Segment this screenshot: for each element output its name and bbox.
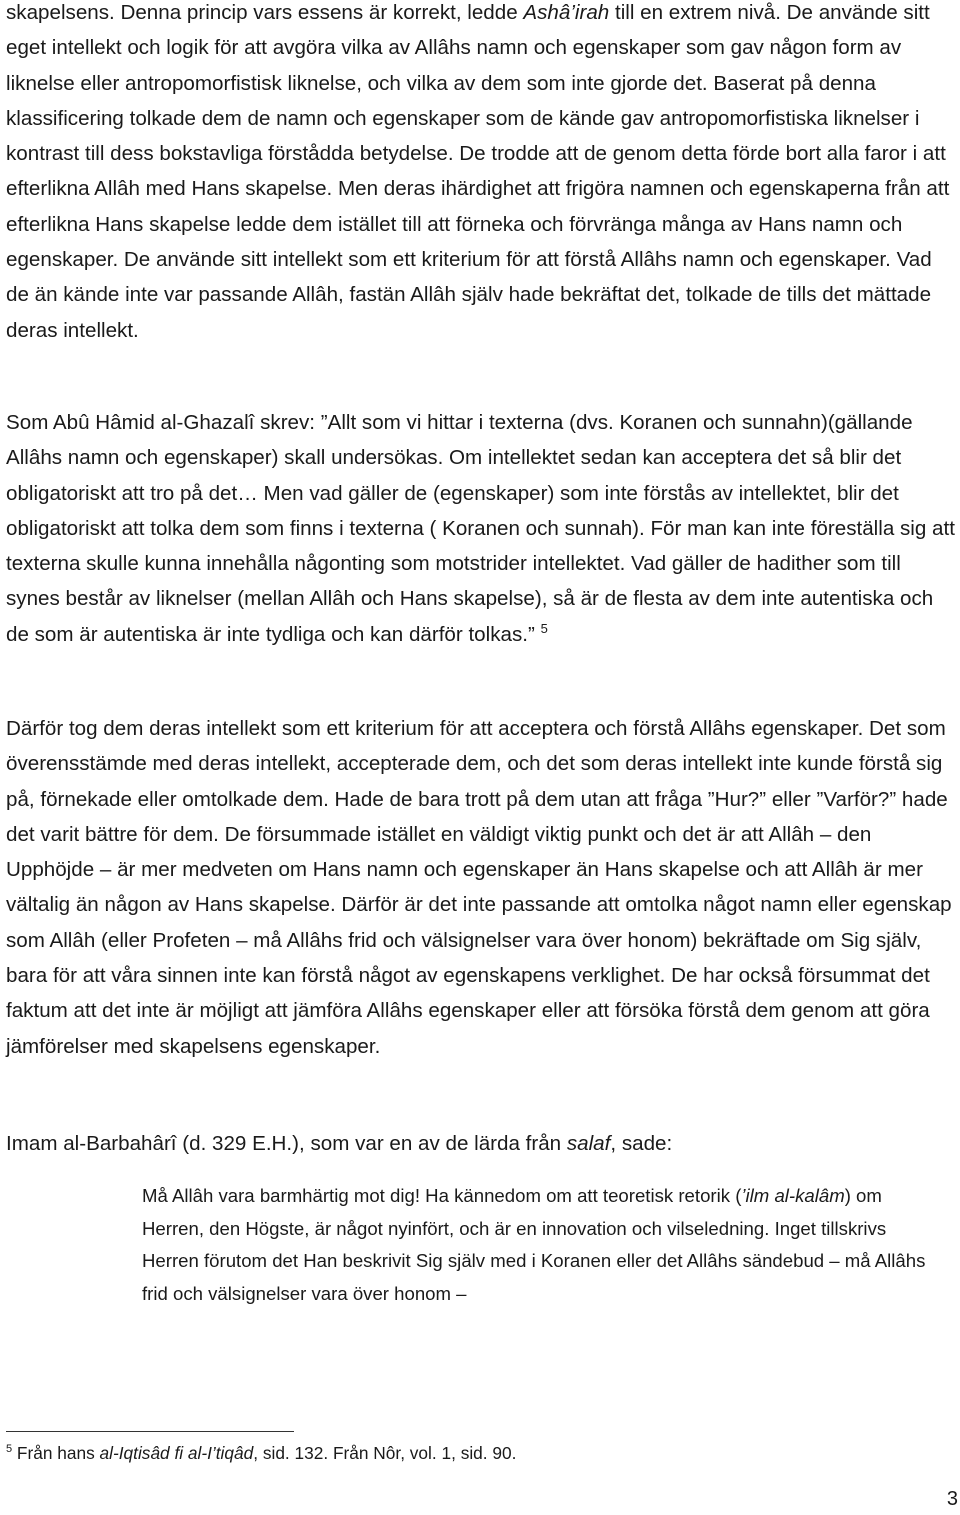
footnote-reference[interactable]: 5 — [540, 620, 548, 636]
paragraph-text: Imam al-Barbahârî (d. 329 E.H.), som var en av de lärda från — [6, 1132, 567, 1155]
italic-term: salaf — [566, 1132, 611, 1155]
page-number: 3 — [946, 1488, 958, 1510]
paragraph-text: till en extrem nivå. De använde sitt eget intellekt och logik för att avgöra vilka av Allâhs namn och egenskaper som gav någon form av liknelse eller antropomorfistisk liknelse, och vilka av dem som inte gjorde det. Baserat på denna klassificering tolkade dem de namn och egenskaper som de kände gav antropomorfistiska liknelser i kontrast till dess bokstavliga förstådda betydelse. De trodde att de genom detta förde bort alla faror i att efterlikna Allâh med Hans skapelse. Men deras ihärdighet att frigöra namnen och egenskaperna från att efterlikna Hans skapelse ledde dem istället till att förneka och förvränga många av Hans namn och egenskaper. De använde sitt intellekt som ett kriterium för att förstå Allâhs namn och egenskaper. Vad de än kände inte var passande Allâh, fastän Allâh själv hade bekräftat det, tolkade de tills det mättade deras intellekt. — [6, 1, 950, 342]
footnote-number: 5 — [6, 1443, 13, 1456]
footnote-text: , sid. 132. Från Nôr, vol. 1, sid. 90. — [253, 1443, 517, 1463]
paragraph-text: Som Abû Hâmid al-Ghazalî skrev: ”Allt som vi hittar i texterna (dvs. Koranen och sunnahn)(gällande Allâhs namn och egenskaper) skall undersökas. Om intellektet sedan kan acceptera det så blir det obligatoriskt att tro på det… Men vad gäller de (egenskaper) som inte förstås av intellektet, blir det obligatoriskt att tolka dem som finns i texterna ( Koranen och sunnah). För man kan inte föreställa sig att texterna skulle kunna innehålla någonting som motstrider intellektet. Vad gäller de hadither som till synes består av liknelser (mellan Allâh och Hans skapelse), så är de flesta av dem inte autentiska och de som är autentiska är inte tydliga och kan därför tolkas.” — [6, 411, 955, 646]
body-paragraph-1 — [6, 0, 956, 348]
italic-term: Ashâ’irah — [523, 1, 610, 24]
footnote-text: Från hans — [12, 1443, 100, 1463]
quote-text: Må Allâh vara barmhärtig mot dig! Ha kännedom om att teoretisk retorik ( — [142, 1185, 742, 1206]
paragraph-text: skapelsens. Denna princip vars essens är korrekt, ledde — [6, 1, 524, 24]
body-paragraph-3: Därför tog dem deras intellekt som ett kriterium för att acceptera och förstå Allâhs egenskaper. Det som överensstämde med deras intellekt, accepterade dem, och det som deras intellekt inte kunde förstå sig på, förnekade eller omtolkade dem. Hade de bara trott på dem utan att fråga ”Hur?” eller ”Varför?” hade det varit bättre för dem. De försummade istället en väldigt viktig punkt och det är att Allâh – den Upphöjde – är mer medveten om Hans namn och egenskaper än Hans skapelse och att Allâh är mer vältalig än någon av Hans skapelse. Därför är det inte passande att omtolka något namn eller egenskap som Allâh (eller Profeten – må Allâhs frid och välsignelser vara över honom) bekräftade om Sig själv, bara för att våra sinnen inte kan förstå något av egenskapens verklighet. De har också försummat det faktum att det inte är möjligt att jämföra Allâhs egenskaper eller att försöka förstå dem genom att göra jämförelser med skapelsens egenskaper. — [6, 717, 952, 1058]
quote-text: ) om Herren, den Högste, är något nyinfört, och är en innovation och vilseledning. Inget tillskrivs Herren förutom det Han beskrivit Sig själv med i Koranen eller det Allâhs sändebud – må Allâhs frid och välsignelser vara över honom – — [142, 1185, 926, 1304]
body-paragraph-4 — [6, 1126, 956, 1161]
block-quote — [142, 1180, 932, 1310]
body-paragraph-2 — [6, 405, 956, 652]
italic-term: ’ilm al-kalâm — [741, 1185, 845, 1206]
footnote-title: al-Iqtisâd fi al-I’tiqâd — [99, 1443, 254, 1463]
paragraph-text: , sade: — [610, 1132, 673, 1155]
footnote — [6, 1440, 906, 1466]
footnote-separator — [6, 1431, 294, 1432]
